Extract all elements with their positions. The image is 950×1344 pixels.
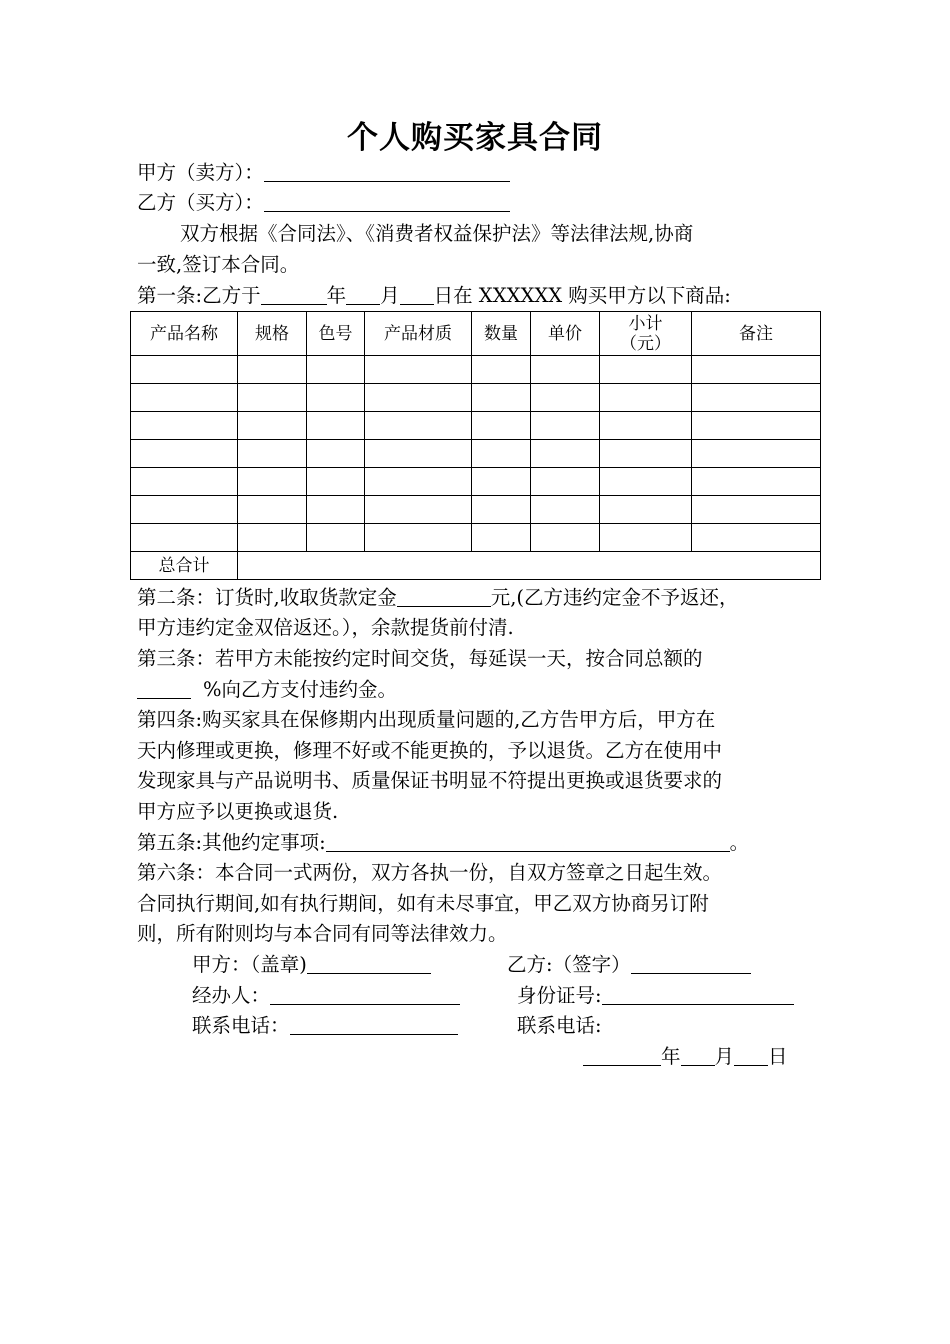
article-2-prefix: 第二条：订货时,收取货款定金: [137, 586, 397, 609]
article-2-line-1: [137, 583, 739, 613]
phone-a-blank[interactable]: [290, 1012, 458, 1035]
year-blank[interactable]: [261, 282, 327, 305]
party-a-seal-line: [192, 950, 431, 980]
header-remarks: 备注: [692, 312, 821, 356]
article-5-suffix: 。: [729, 831, 750, 854]
party-b-line: [137, 188, 510, 218]
table-row: [131, 356, 821, 384]
article-6-line-1: 第六条：本合同一式两份，双方各执一份，自双方签章之日起生效。: [137, 861, 723, 884]
total-value-cell[interactable]: [238, 552, 821, 580]
article-5-prefix: 第五条:其他约定事项:: [137, 831, 326, 854]
total-label: 总合计: [131, 552, 238, 580]
article-5: [137, 828, 749, 858]
party-b-sign-label: 乙方:（签字）: [507, 953, 631, 976]
phone-b-line: [517, 1011, 602, 1041]
article-3-suffix: %向乙方支付违约金。: [203, 678, 398, 701]
sign-month-blank[interactable]: [681, 1043, 715, 1066]
agent-label: 经办人：: [192, 984, 271, 1007]
deposit-blank[interactable]: [397, 584, 491, 607]
sign-day-blank[interactable]: [734, 1043, 768, 1066]
party-a-label: 甲方（卖方）：: [137, 161, 264, 184]
id-number-blank[interactable]: [602, 982, 794, 1005]
article-4-line-1: 第四条:购买家具在保修期内出现质量问题的,乙方告甲方后，甲方在: [137, 708, 716, 731]
table-row: [131, 412, 821, 440]
header-subtotal: [600, 312, 692, 356]
agent-line: [192, 981, 460, 1011]
header-material: 产品材质: [365, 312, 472, 356]
table-row: [131, 440, 821, 468]
penalty-percent-blank[interactable]: [137, 676, 191, 699]
other-terms-blank[interactable]: [326, 829, 730, 852]
party-b-sign-blank[interactable]: [631, 951, 751, 974]
article-1-suffix: 日在 XXXXXX 购买甲方以下商品:: [433, 284, 731, 307]
table-total-row: [131, 552, 821, 580]
month-blank[interactable]: [346, 282, 380, 305]
party-b-sign-line: [507, 950, 751, 980]
sign-year-blank[interactable]: [583, 1043, 661, 1066]
party-b-label: 乙方（买方）：: [137, 191, 264, 214]
article-3-line-2: [137, 675, 397, 705]
header-subtotal-label: 小计: [628, 313, 663, 334]
header-unit-price: 单价: [531, 312, 600, 356]
article-2-suffix: 元,(乙方违约定金不予返还，: [490, 586, 739, 609]
table-row: [131, 524, 821, 552]
article-3-line-1: 第三条：若甲方未能按约定时间交货，每延误一天，按合同总额的: [137, 647, 703, 670]
table-row: [131, 496, 821, 524]
header-color-no: 色号: [307, 312, 365, 356]
article-4-line-3: 发现家具与产品说明书、质量保证书明显不符提出更换或退货要求的: [137, 769, 723, 792]
phone-a-label: 联系电话：: [192, 1014, 290, 1037]
party-a-blank[interactable]: [264, 159, 510, 182]
agent-blank[interactable]: [270, 982, 460, 1005]
table-header-row: [131, 312, 821, 356]
article-6-line-3: 则，所有附则均与本合同有同等法律效力。: [137, 922, 508, 945]
sign-date-line: [583, 1042, 788, 1072]
party-a-seal-blank[interactable]: [307, 951, 431, 974]
sign-date-year: 年: [661, 1045, 681, 1068]
goods-table: [130, 311, 821, 580]
sign-date-month: 月: [714, 1045, 735, 1068]
article-2-line-2: 甲方违约定金双倍返还。），余款提货前付清.: [137, 616, 514, 639]
header-product-name: 产品名称: [131, 312, 238, 356]
header-quantity: 数量: [472, 312, 531, 356]
id-number-label: 身份证号:: [517, 984, 602, 1007]
table-row: [131, 468, 821, 496]
article-4-line-4: 甲方应予以更换或退货.: [137, 800, 339, 823]
header-spec: 规格: [238, 312, 307, 356]
day-blank[interactable]: [400, 282, 434, 305]
party-a-line: [137, 158, 510, 188]
party-a-seal-label: 甲方：（盖章): [192, 953, 307, 976]
party-b-blank[interactable]: [264, 189, 510, 212]
id-number-line: [517, 981, 794, 1011]
phone-b-label: 联系电话:: [517, 1014, 602, 1037]
article-1-year: 年: [326, 284, 347, 307]
article-1: [137, 281, 731, 311]
sign-date-day: 日: [768, 1045, 788, 1068]
phone-a-line: [192, 1011, 458, 1041]
header-subtotal-unit: （元）: [620, 333, 671, 354]
intro-line-2: 一致,签订本合同。: [137, 253, 300, 276]
intro-line-1: 双方根据《合同法》、《消费者权益保护法》等法律法规,协商: [180, 222, 694, 245]
table-row: [131, 384, 821, 412]
article-6-line-2: 合同执行期间,如有执行期间，如有未尽事宜，甲乙双方协商另订附: [137, 892, 709, 915]
article-1-month: 月: [380, 284, 400, 307]
contract-title: 个人购买家具合同: [347, 120, 603, 156]
article-4-line-2: 天内修理或更换，修理不好或不能更换的，予以退货。乙方在使用中: [137, 739, 723, 762]
article-1-prefix: 第一条:乙方于: [137, 284, 261, 307]
